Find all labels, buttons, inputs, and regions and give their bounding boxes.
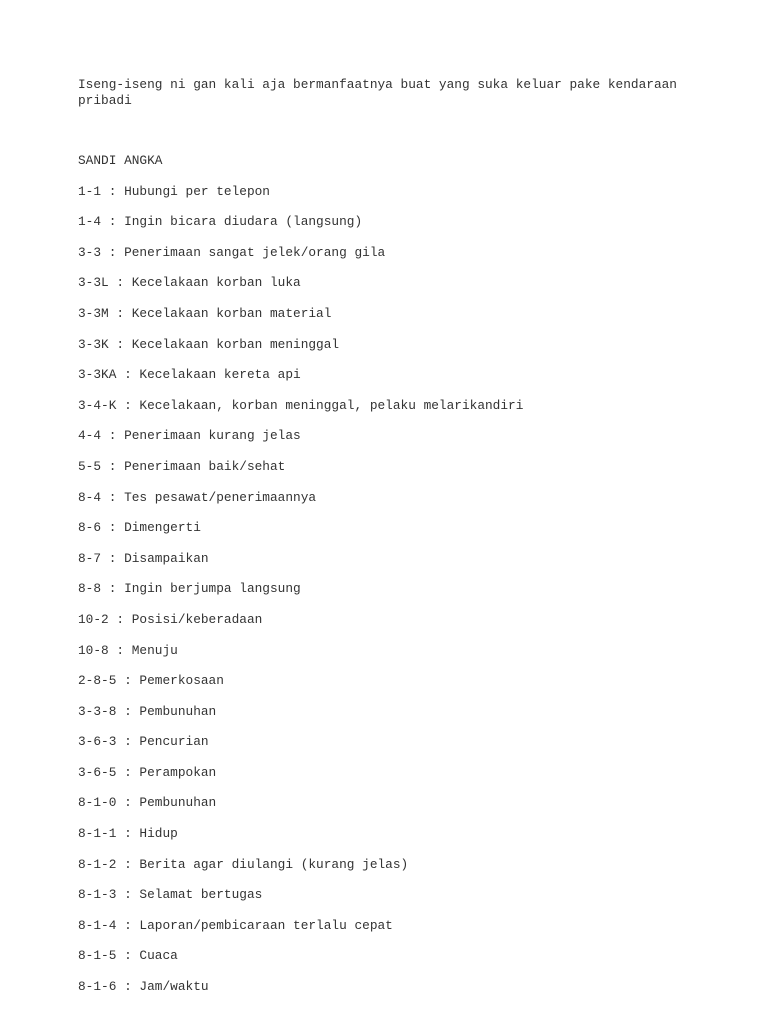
code-line: 2-8-5 : Pemerkosaan — [78, 673, 224, 689]
code-line: 3-4-K : Kecelakaan, korban meninggal, pelaku melarikandiri — [78, 397, 524, 413]
code-line: 1-4 : Ingin bicara diudara (langsung) — [78, 214, 363, 230]
code-line: 8-8 : Ingin berjumpa langsung — [78, 581, 301, 597]
code-line: 10-2 : Posisi/keberadaan — [78, 611, 263, 627]
code-line: 8-1-6 : Jam/waktu — [78, 979, 209, 995]
intro-paragraph: Iseng-iseng ni gan kali aja bermanfaatnya buat yang suka keluar pake kendaraan pribadi — [78, 77, 685, 108]
code-line: 3-3L : Kecelakaan korban luka — [78, 275, 301, 291]
code-line: 5-5 : Penerimaan baik/sehat — [78, 458, 286, 474]
code-line: 8-1-1 : Hidup — [78, 826, 178, 842]
code-line: 3-3K : Kecelakaan korban meninggal — [78, 336, 340, 352]
code-line: 8-7 : Disampaikan — [78, 550, 209, 566]
code-line: 8-1-4 : Laporan/pembicaraan terlalu cepat — [78, 917, 393, 933]
code-line: 1-1 : Hubungi per telepon — [78, 183, 270, 199]
code-line: 8-1-2 : Berita agar diulangi (kurang jelas) — [78, 856, 409, 872]
code-line: 3-3 : Penerimaan sangat jelek/orang gila — [78, 244, 386, 260]
code-line: 3-6-3 : Pencurian — [78, 734, 209, 750]
code-line: 3-3-8 : Pembunuhan — [78, 703, 217, 719]
section-heading: SANDI ANGKA — [78, 153, 163, 168]
code-line: 8-1-5 : Cuaca — [78, 948, 178, 964]
code-line: 8-6 : Dimengerti — [78, 520, 201, 536]
code-line: 4-4 : Penerimaan kurang jelas — [78, 428, 301, 444]
code-list — [78, 184, 738, 995]
code-line: 3-3KA : Kecelakaan kereta api — [78, 367, 301, 383]
code-line: 10-8 : Menuju — [78, 642, 178, 658]
document-page — [78, 77, 738, 995]
code-line: 8-4 : Tes pesawat/penerimaannya — [78, 489, 317, 505]
code-line: 3-3M : Kecelakaan korban material — [78, 305, 332, 321]
code-line: 8-1-3 : Selamat bertugas — [78, 887, 263, 903]
code-line: 8-1-0 : Pembunuhan — [78, 795, 217, 811]
code-line: 3-6-5 : Perampokan — [78, 764, 217, 780]
